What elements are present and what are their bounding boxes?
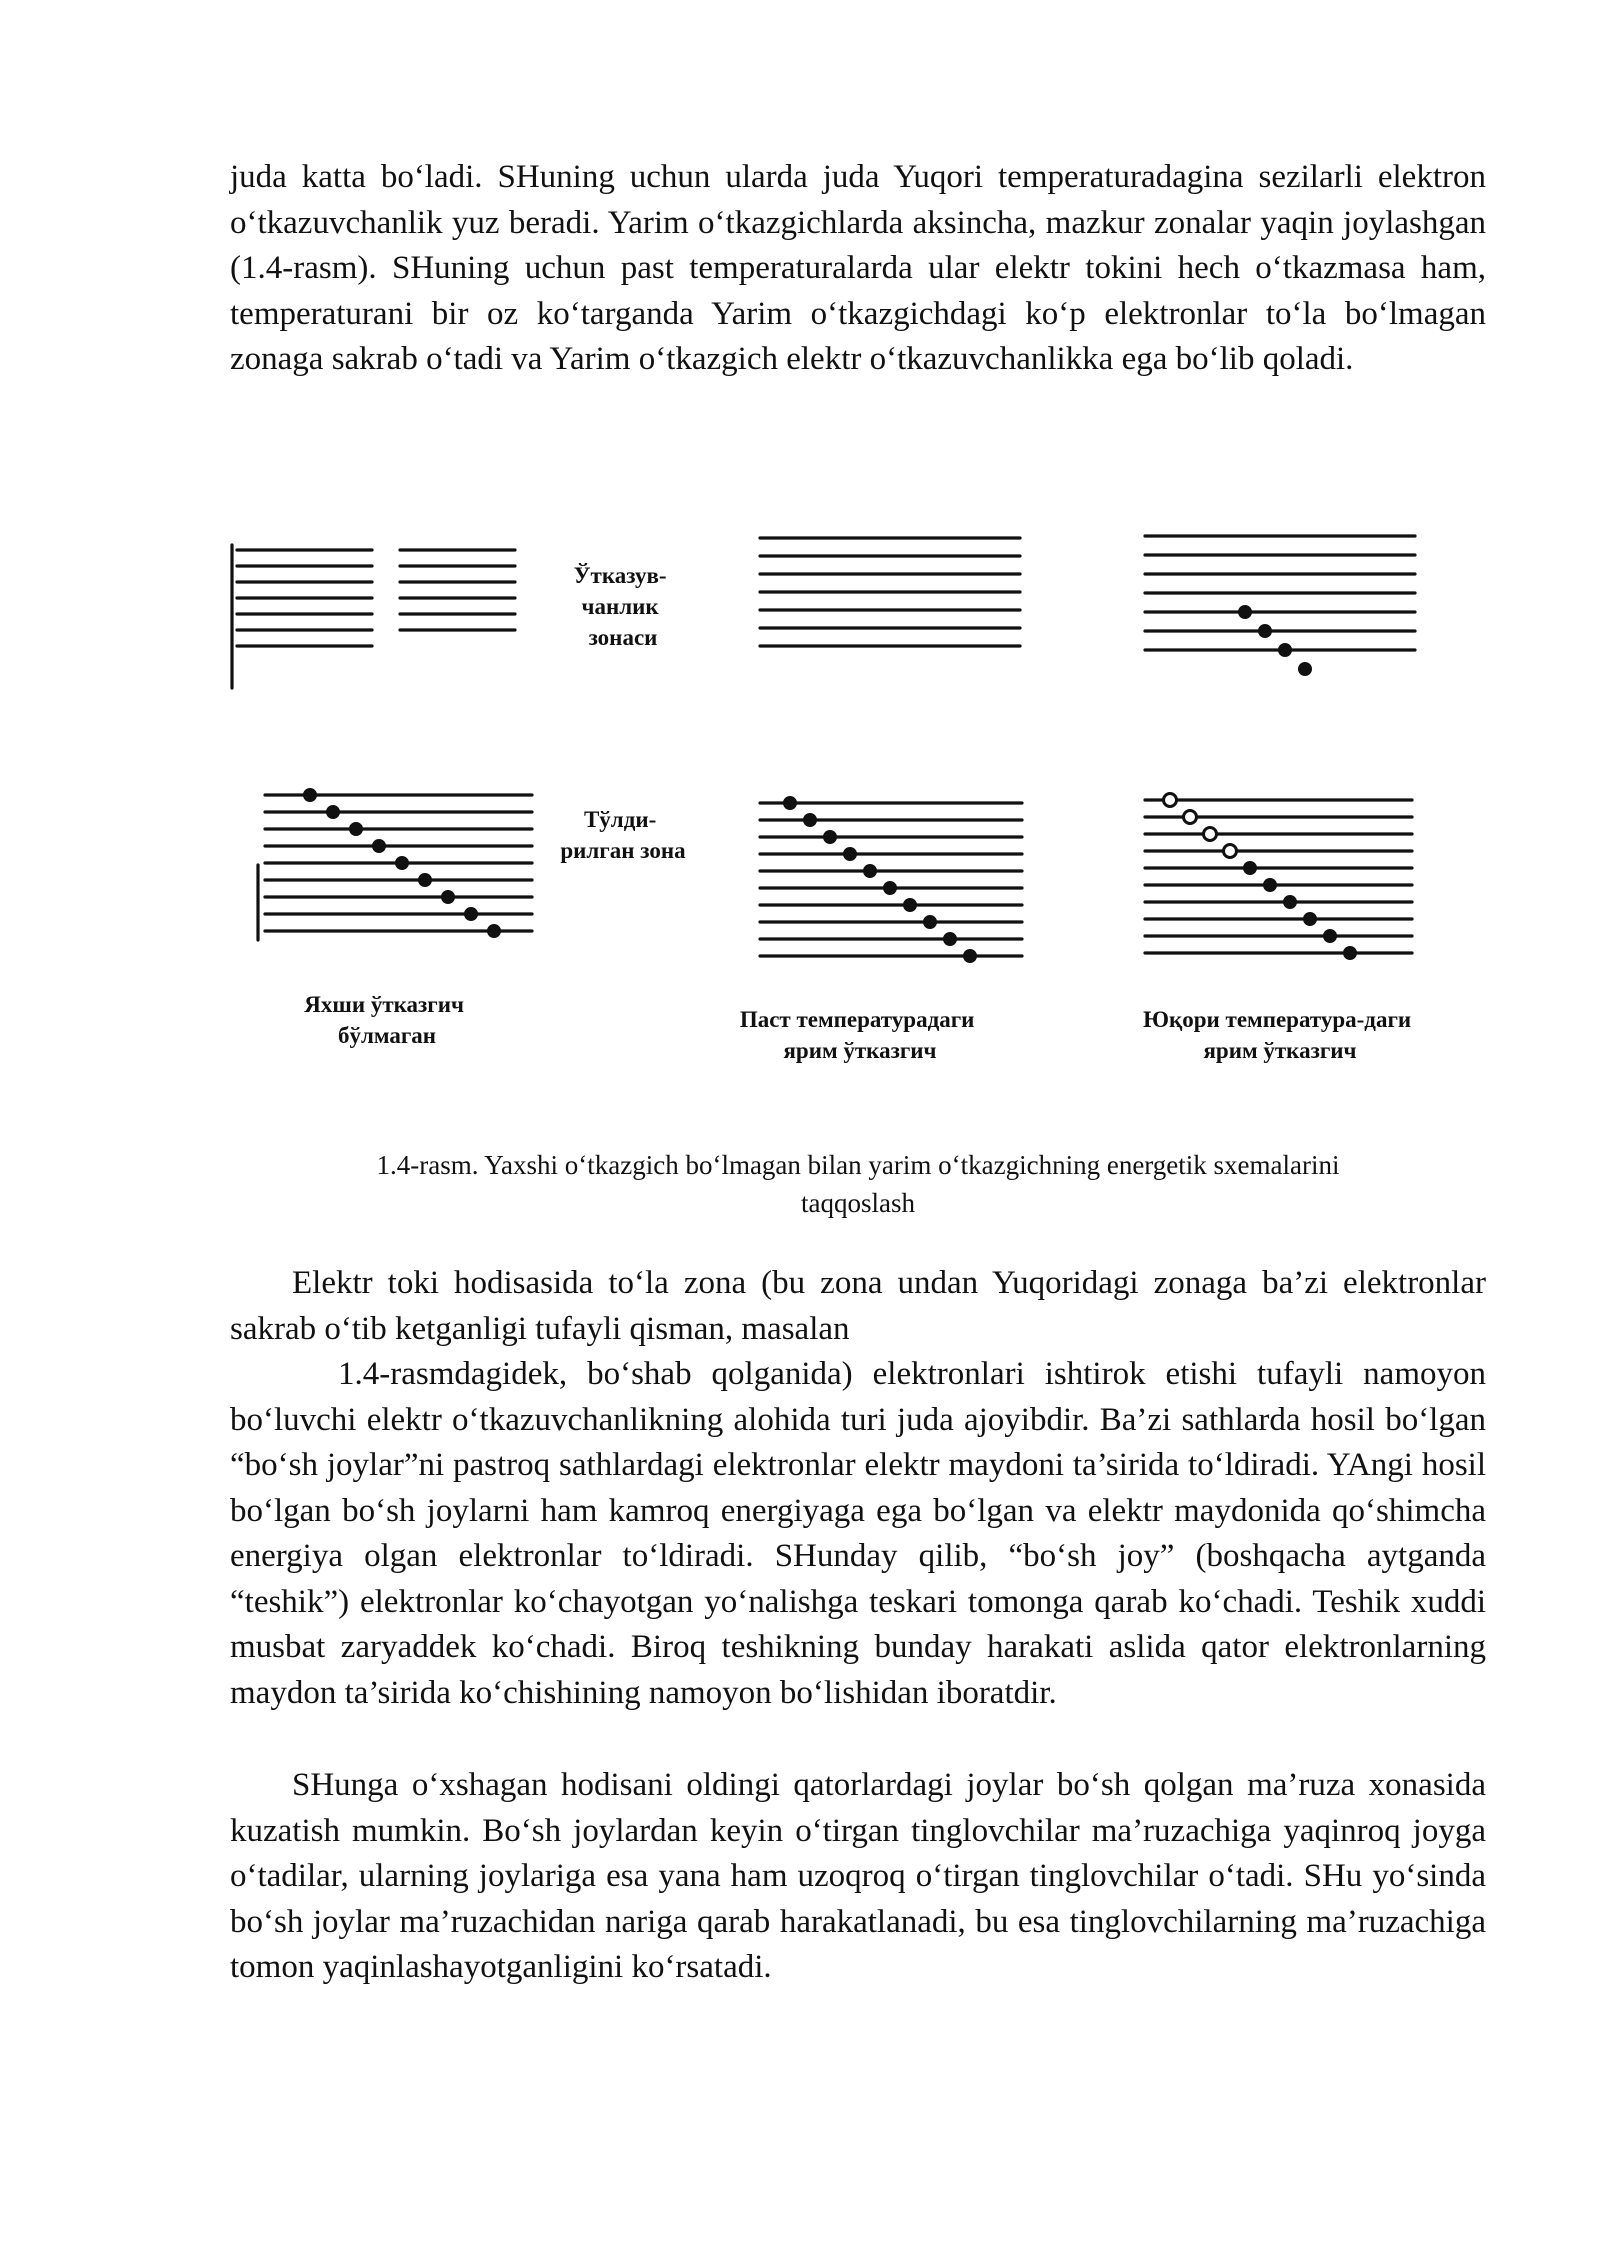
paragraph-2 — [230, 1261, 1486, 1716]
figure-caption — [230, 1146, 1486, 1222]
energy-band-figure — [0, 520, 1600, 1090]
valence-electron — [304, 789, 317, 802]
label-conduction-zone: Ўтказув- чанлик зонаси — [573, 563, 667, 650]
paragraph-1: juda katta bo‘ladi. SHuning uchun ularda juda Yuqori temperaturadagina sezilarli elektron o‘tkazuvchanlik yuz beradi. Yarim o‘tkazgichlarda aksincha, mazkur zonalar yaqin joylashgan (1.4-rasm). SHuning uchun past temperaturalarda ular elektr tokini hech o‘tkazmasa ham, temperaturani bir oz ko‘targanda Yarim o‘tkazgichdagi ko‘p elektronlar to‘la bo‘lmagan zonaga sakrab o‘tadi va Yarim o‘tkazgich elektr o‘tkazuvchanlikka ega bo‘lib qoladi. — [230, 159, 1486, 377]
valence-electron — [824, 831, 837, 844]
paragraph-2-start: Elektr toki hodisasida to‘la zona (bu zona undan Yuqoridagi zonaga ba’zi elektronlar sakrab o‘tib ketganligi tufayli qisman, masalan — [230, 1265, 1486, 1347]
valence-electron — [944, 933, 957, 946]
valence-electron — [964, 950, 977, 963]
label-insulator: Яхши ўтказгич бўлмаган — [304, 992, 464, 1048]
valence-electron — [904, 899, 917, 912]
valence-electron — [864, 865, 877, 878]
valence-electron — [844, 848, 857, 861]
band-lines — [232, 536, 1415, 956]
valence-electron — [1324, 930, 1337, 943]
valence-electron — [442, 891, 455, 904]
valence-electron — [1244, 862, 1257, 875]
excited-electron — [1239, 606, 1252, 619]
excited-electron — [1279, 644, 1292, 657]
valence-electron — [373, 840, 386, 853]
excited-electron — [1259, 625, 1272, 638]
paragraph-3: SHunga o‘xshagan hodisani oldingi qatorlardagi joylar bo‘sh qolgan ma’ruza xonasida kuzatish mumkin. Bo‘sh joylardan keyin o‘tirgan tinglovchilar ma’ruzachiga yaqinroq joyga o‘tadilar, ularning joylariga esa yana ham uzoqroq o‘tirgan tinglovchilar o‘tadi. SHu yo‘sinda bo‘sh joylar ma’ruzachidan nariga qarab harakatlanadi, bu esa tinglovchilarning ma’ruzachiga tomon yaqinlashayotganligini ko‘rsatadi. — [230, 1767, 1486, 1985]
label-filled-zone: Тўлди- рилган зона — [560, 807, 686, 863]
label-low-temp-semiconductor: Паст температурадаги ярим ўтказгич — [739, 1007, 975, 1063]
valence-electron — [1344, 947, 1357, 960]
valence-electron — [488, 925, 501, 938]
valence-electron — [884, 882, 897, 895]
label-high-temp-semiconductor: Юқори температура-даги ярим ўтказгич — [1143, 1007, 1412, 1063]
valence-electron — [1284, 896, 1297, 909]
valence-electron — [327, 806, 340, 819]
caption-line-2: taqqoslash — [801, 1188, 915, 1218]
valence-electron — [784, 797, 797, 810]
valence-electron — [396, 857, 409, 870]
valence-electron — [804, 814, 817, 827]
hole — [1204, 828, 1217, 841]
paragraph-2-rest: 1.4-rasmdagidek, bo‘shab qolganida) elektronlari ishtirok etishi tufayli namoyon bo‘luvchi elektr o‘tkazuvchanlikning alohida turi juda ajoyibdir. Ba’zi sathlarda hosil bo‘lgan “bo‘sh joylar”ni pastroq sathlardagi elektronlar elektr maydoni ta’sirida to‘ldiradi. YAngi hosil bo‘lgan bo‘sh joylarni ham kamroq energiyaga ega bo‘lgan va elektr maydonida qo‘shimcha energiya olgan elektronlar to‘ldiradi. SHunday qilib, “bo‘sh joy” (boshqacha aytganda “teshik”) elektronlar ko‘chayotgan yo‘nalishga teskari tomonga qarab ko‘chadi. Teshik xuddi musbat zaryaddek ko‘chadi. Biroq teshikning bunday harakati aslida qator elektronlarning maydon ta’sirida ko‘chishining namoyon bo‘lishidan iboratdir. — [230, 1356, 1486, 1711]
hole — [1164, 794, 1177, 807]
valence-electron — [465, 908, 478, 921]
valence-electron — [924, 916, 937, 929]
hole — [1184, 811, 1197, 824]
hole — [1224, 845, 1237, 858]
electron-dots — [304, 606, 1357, 963]
valence-electron — [419, 874, 432, 887]
valence-electron — [350, 823, 363, 836]
caption-line-1: 1.4-rasm. Yaxshi o‘tkazgich bo‘lmagan bilan yarim o‘tkazgichning energetik sxemalarini — [376, 1150, 1340, 1180]
valence-electron — [1264, 879, 1277, 892]
excited-electron — [1299, 663, 1312, 676]
valence-electron — [1304, 913, 1317, 926]
